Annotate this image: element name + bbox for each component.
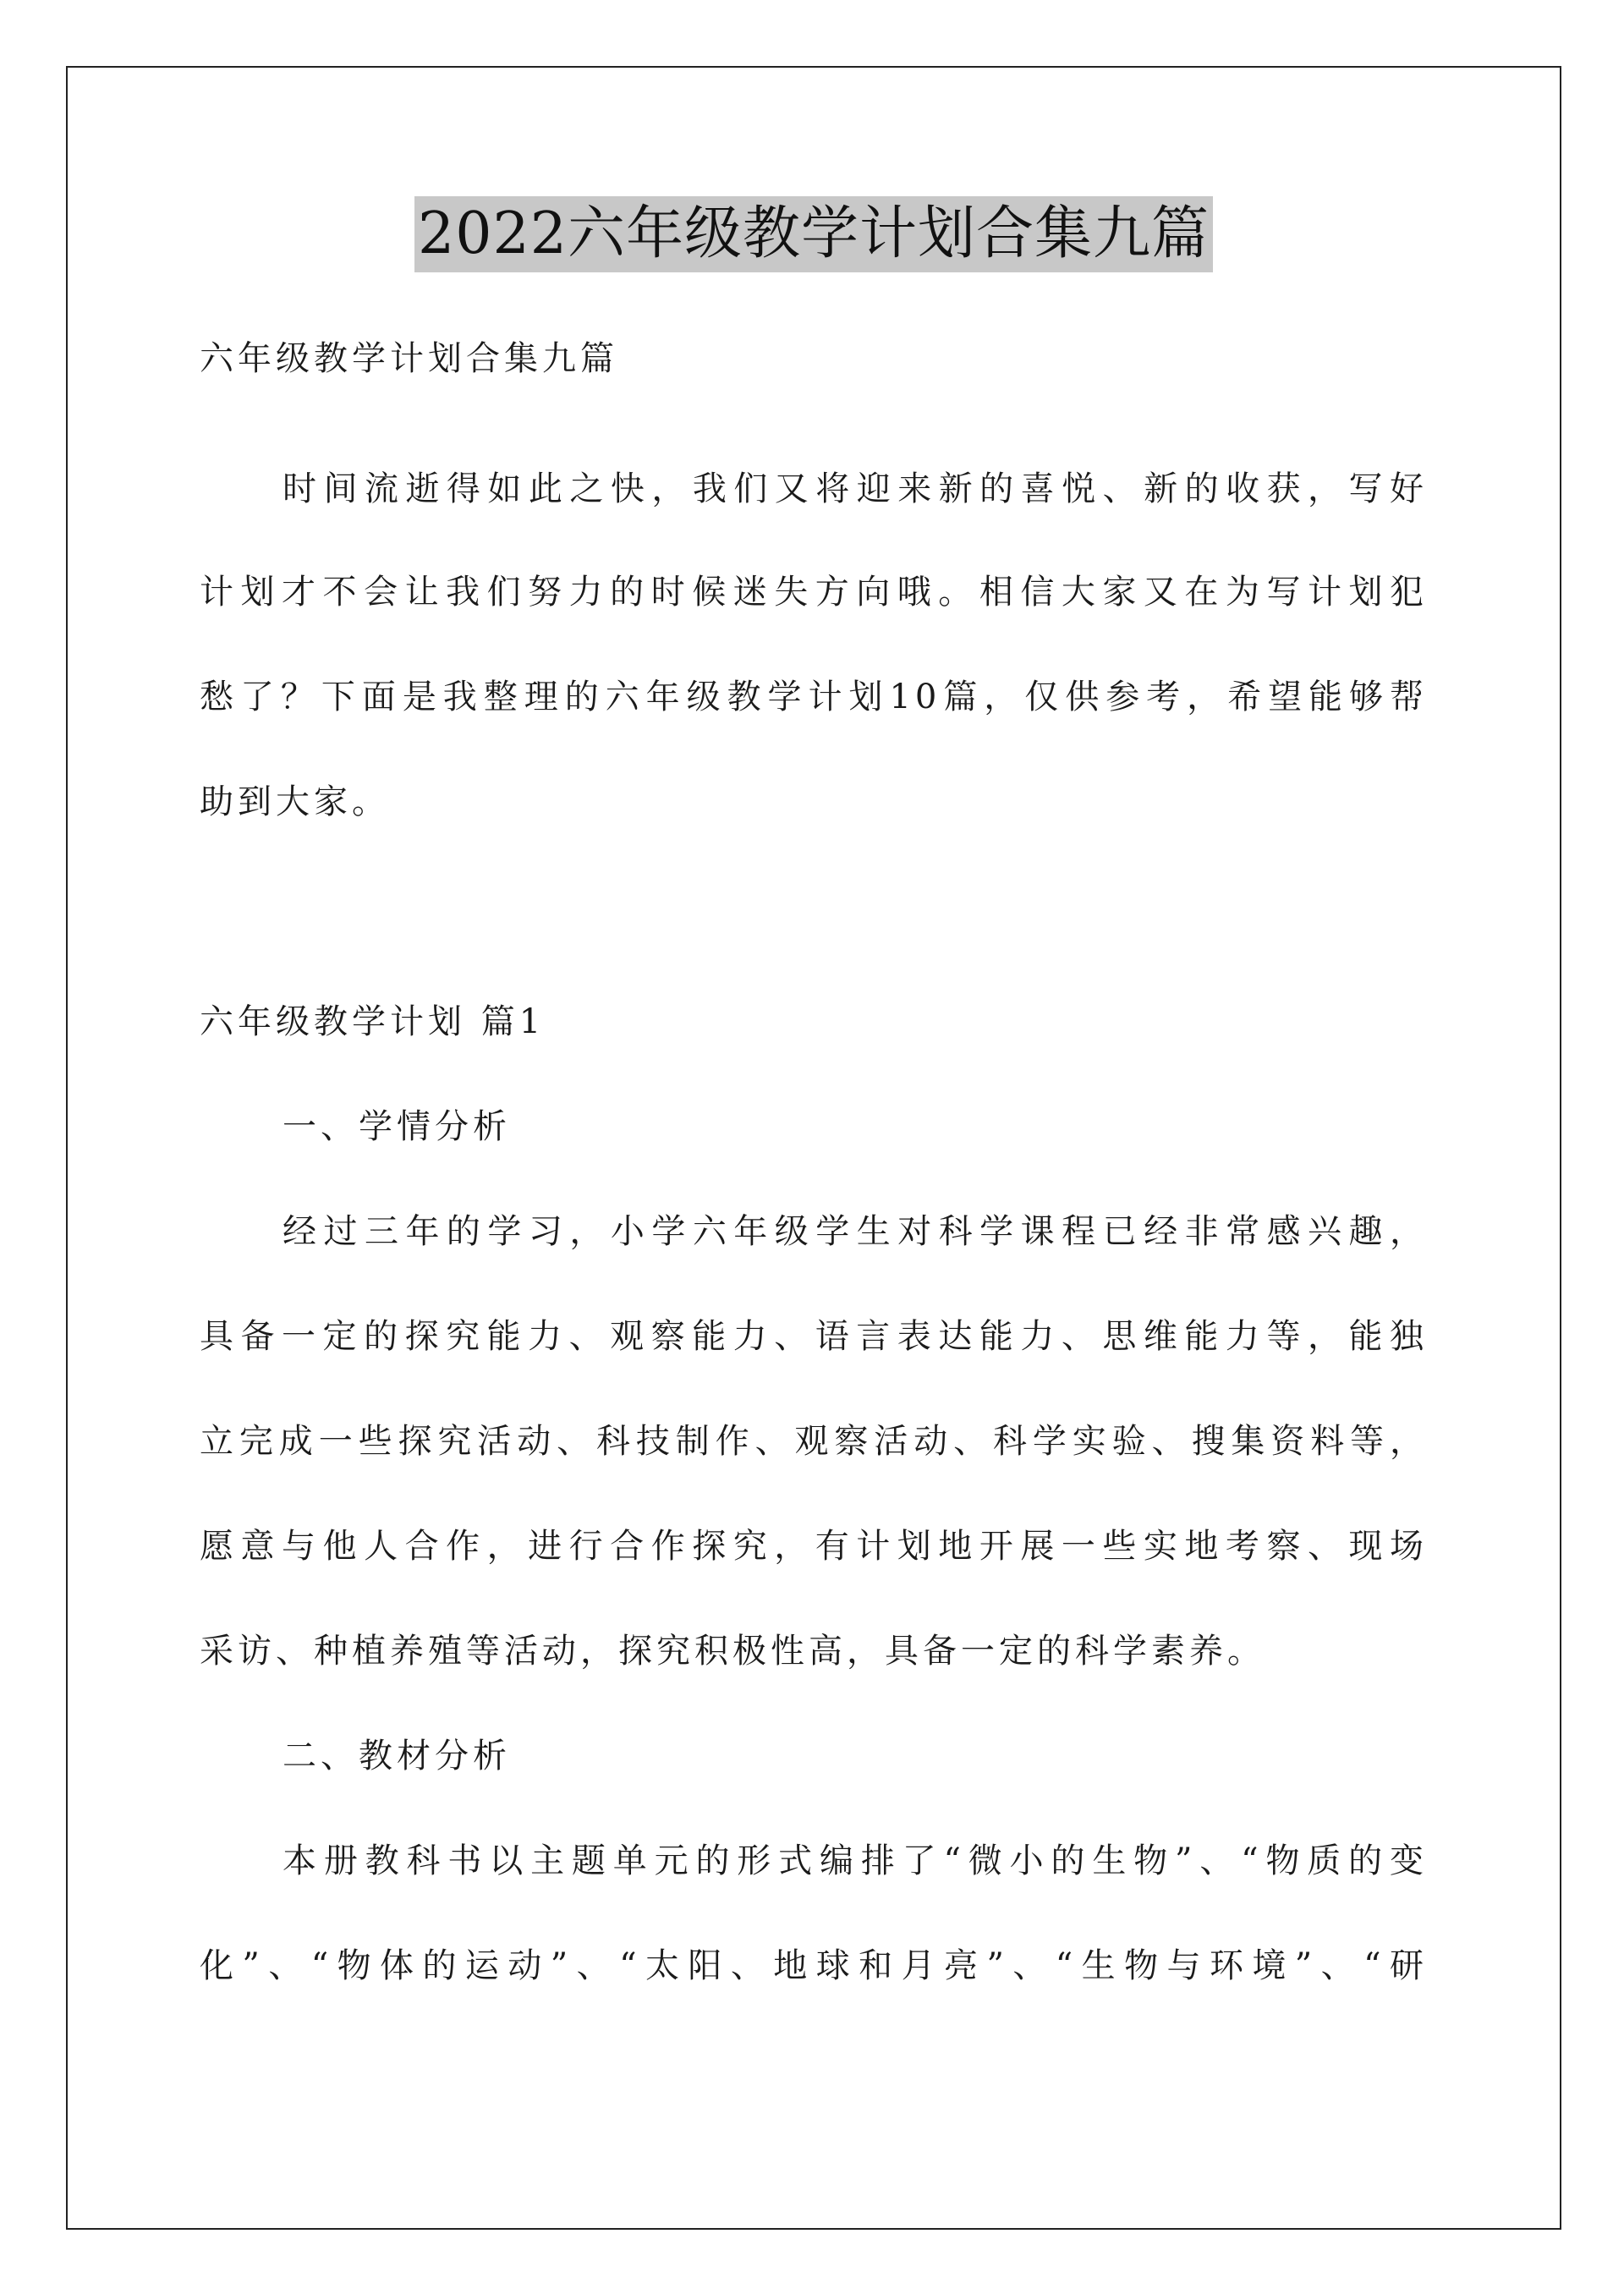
title-container	[200, 196, 1428, 272]
section-heading: 六年级教学计划 篇1	[200, 1002, 546, 1041]
intro-line-4: 助到大家。	[200, 782, 390, 821]
intro-line-2: 计划才不会让我们努力的时候迷失方向哦。相信大家又在为写计划犯	[200, 573, 1428, 612]
document-title: 2022六年级教学计划合集九篇	[414, 196, 1213, 272]
heading-analysis-students: 一、学情分析	[283, 1107, 511, 1146]
intro-line-1: 时间流逝得如此之快，我们又将迎来新的喜悦、新的收获，写好	[283, 469, 1428, 508]
heading-analysis-textbook: 二、教材分析	[283, 1737, 511, 1775]
para-1-line-5: 采访、种植养殖等活动，探究积极性高，具备一定的科学素养。	[200, 1632, 1265, 1671]
para-1-line-2: 具备一定的探究能力、观察能力、语言表达能力、思维能力等，能独	[200, 1317, 1428, 1356]
para-1-line-3: 立完成一些探究活动、科技制作、观察活动、科学实验、搜集资料等，	[200, 1422, 1428, 1461]
para-1-line-4: 愿意与他人合作，进行合作探究，有计划地开展一些实地考察、现场	[200, 1527, 1428, 1566]
document-subtitle: 六年级教学计划合集九篇	[200, 339, 618, 378]
intro-line-3: 愁了？下面是我整理的六年级教学计划10篇，仅供参考，希望能够帮	[200, 678, 1428, 716]
para-2-line-2: 化”、“物体的运动”、“太阳、地球和月亮”、“生物与环境”、“研	[200, 1946, 1428, 1985]
para-2-line-1: 本册教科书以主题单元的形式编排了“微小的生物”、“物质的变	[283, 1841, 1428, 1880]
para-1-line-1: 经过三年的学习，小学六年级学生对科学课程已经非常感兴趣，	[283, 1212, 1428, 1251]
